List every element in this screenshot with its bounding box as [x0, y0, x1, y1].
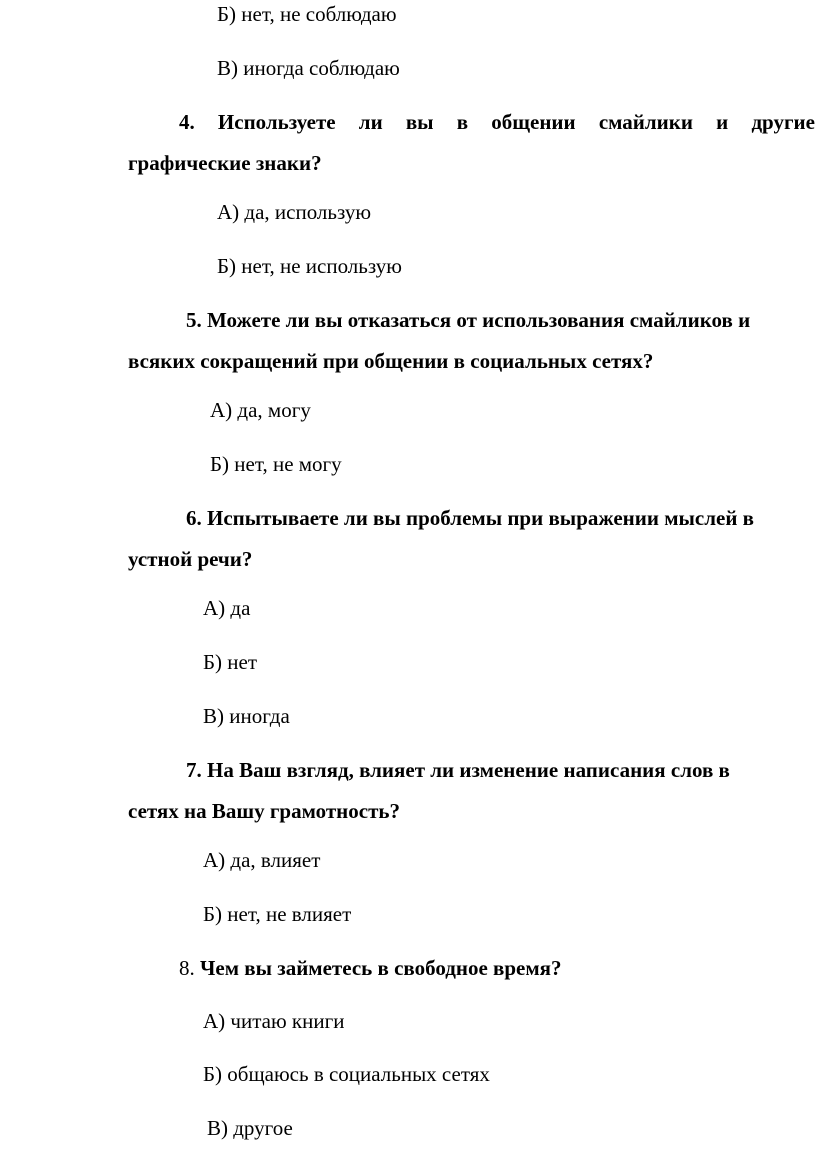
q4-question-line1: [179, 110, 815, 134]
q4-word: смайлики: [598, 110, 693, 134]
q7-answer-b: Б) нет, не влияет: [203, 902, 352, 926]
q8-question: [179, 956, 562, 980]
q7-answer-a: А) да, влияет: [203, 848, 321, 872]
q6-answer-c: В) иногда: [203, 704, 290, 728]
q4-word: ли: [358, 110, 383, 134]
q7-question-line2: сетях на Вашу грамотность?: [128, 799, 401, 823]
q5-answer-b: Б) нет, не могу: [210, 452, 342, 476]
q4-word: другие: [751, 110, 815, 134]
q4-word: в: [456, 110, 469, 134]
q8-text: Чем вы займетесь в свободное время?: [200, 956, 562, 980]
q8-answer-c: В) другое: [207, 1116, 293, 1140]
q5-question-line1: 5. Можете ли вы отказаться от использования смайликов и: [186, 308, 751, 332]
q4-word: 4.: [179, 110, 195, 134]
q6-answer-a: А) да: [203, 596, 251, 620]
q8-answer-a: А) читаю книги: [203, 1009, 345, 1033]
q4-answer-b: Б) нет, не использую: [217, 254, 402, 278]
q7-question-line1: 7. На Ваш взгляд, влияет ли изменение написания слов в: [186, 758, 730, 782]
q4-question-line2: графические знаки?: [128, 151, 322, 175]
q4-word: Используете: [217, 110, 336, 134]
q4-word: вы: [405, 110, 434, 134]
q5-question-line2: всяких сокращений при общении в социальных сетях?: [128, 349, 654, 373]
q3-answer-c: В) иногда соблюдаю: [217, 56, 400, 80]
q6-question-line2: устной речи?: [128, 547, 253, 571]
q3-answer-b: Б) нет, не соблюдаю: [217, 2, 397, 26]
q6-answer-b: Б) нет: [203, 650, 258, 674]
q8-answer-b: Б) общаюсь в социальных сетях: [203, 1062, 490, 1086]
q5-answer-a: А) да, могу: [210, 398, 311, 422]
q4-word: и: [716, 110, 729, 134]
q4-word: общении: [491, 110, 576, 134]
q6-question-line1: 6. Испытываете ли вы проблемы при выражении мыслей в: [186, 506, 755, 530]
q4-answer-a: А) да, использую: [217, 200, 372, 224]
q8-number: 8.: [179, 956, 195, 980]
